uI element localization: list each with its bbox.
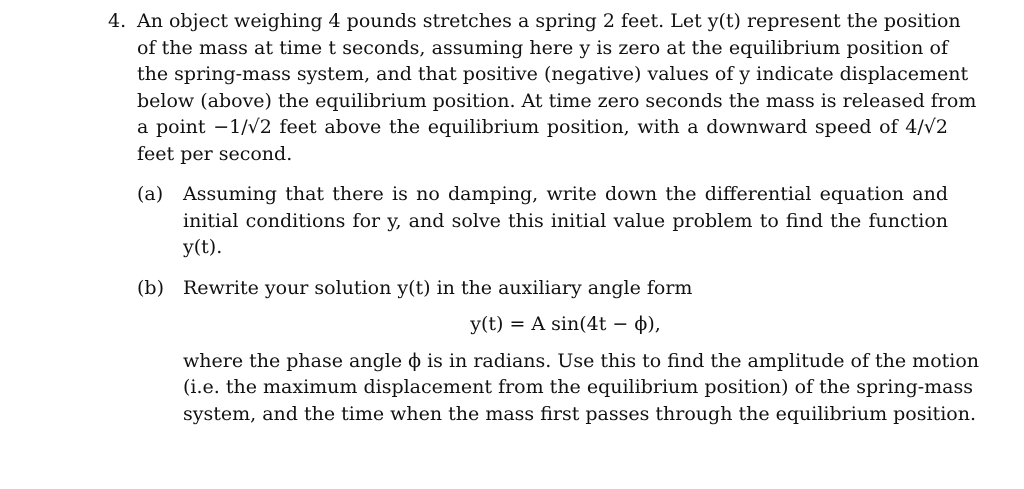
part-b-intro: Rewrite your solution y(t) in the auxiliary angle form	[183, 276, 693, 299]
part-b-line-1: where the phase angle ϕ is in radians. Use this to find the amplitude of the motion	[183, 349, 980, 372]
problem-4	[108, 8, 980, 427]
part-a	[137, 181, 948, 261]
statement-line-6: feet per second.	[137, 142, 293, 165]
part-a-body	[183, 181, 948, 261]
part-b	[137, 275, 980, 428]
part-b-body	[183, 275, 980, 428]
part-b-line-3: system, and the time when the mass first passes through the equilibrium position.	[183, 402, 976, 425]
statement-line-1: An object weighing 4 pounds stretches a spring 2 feet. Let y(t) represent the position	[137, 10, 961, 32]
auxiliary-angle-equation: y(t) = A sin(4t − ϕ),	[470, 313, 661, 335]
part-a-label: (a)	[137, 183, 164, 205]
problem-number: 4.	[108, 10, 127, 32]
part-a-line-3: y(t).	[183, 236, 223, 258]
part-a-line-1: Assuming that there is no damping, write down the differential equation and	[183, 183, 948, 205]
part-b-line-2: (i.e. the maximum displacement from the equilibrium position) of the spring-mass	[183, 376, 973, 398]
statement-line-5: a point −1/√2 feet above the equilibrium position, with a downward speed of 4/√2	[137, 116, 948, 138]
part-a-line-2: initial conditions for y, and solve this initial value problem to find the function	[183, 209, 948, 232]
part-b-label: (b)	[137, 276, 164, 299]
statement-line-2: of the mass at time t seconds, assuming here y is zero at the equilibrium position of	[137, 36, 948, 59]
statement-line-4: below (above) the equilibrium position. At time zero seconds the mass is released from	[137, 89, 977, 112]
problem-statement	[137, 8, 977, 167]
statement-line-3: the spring-mass system, and that positive (negative) values of y indicate displacement	[137, 63, 969, 85]
